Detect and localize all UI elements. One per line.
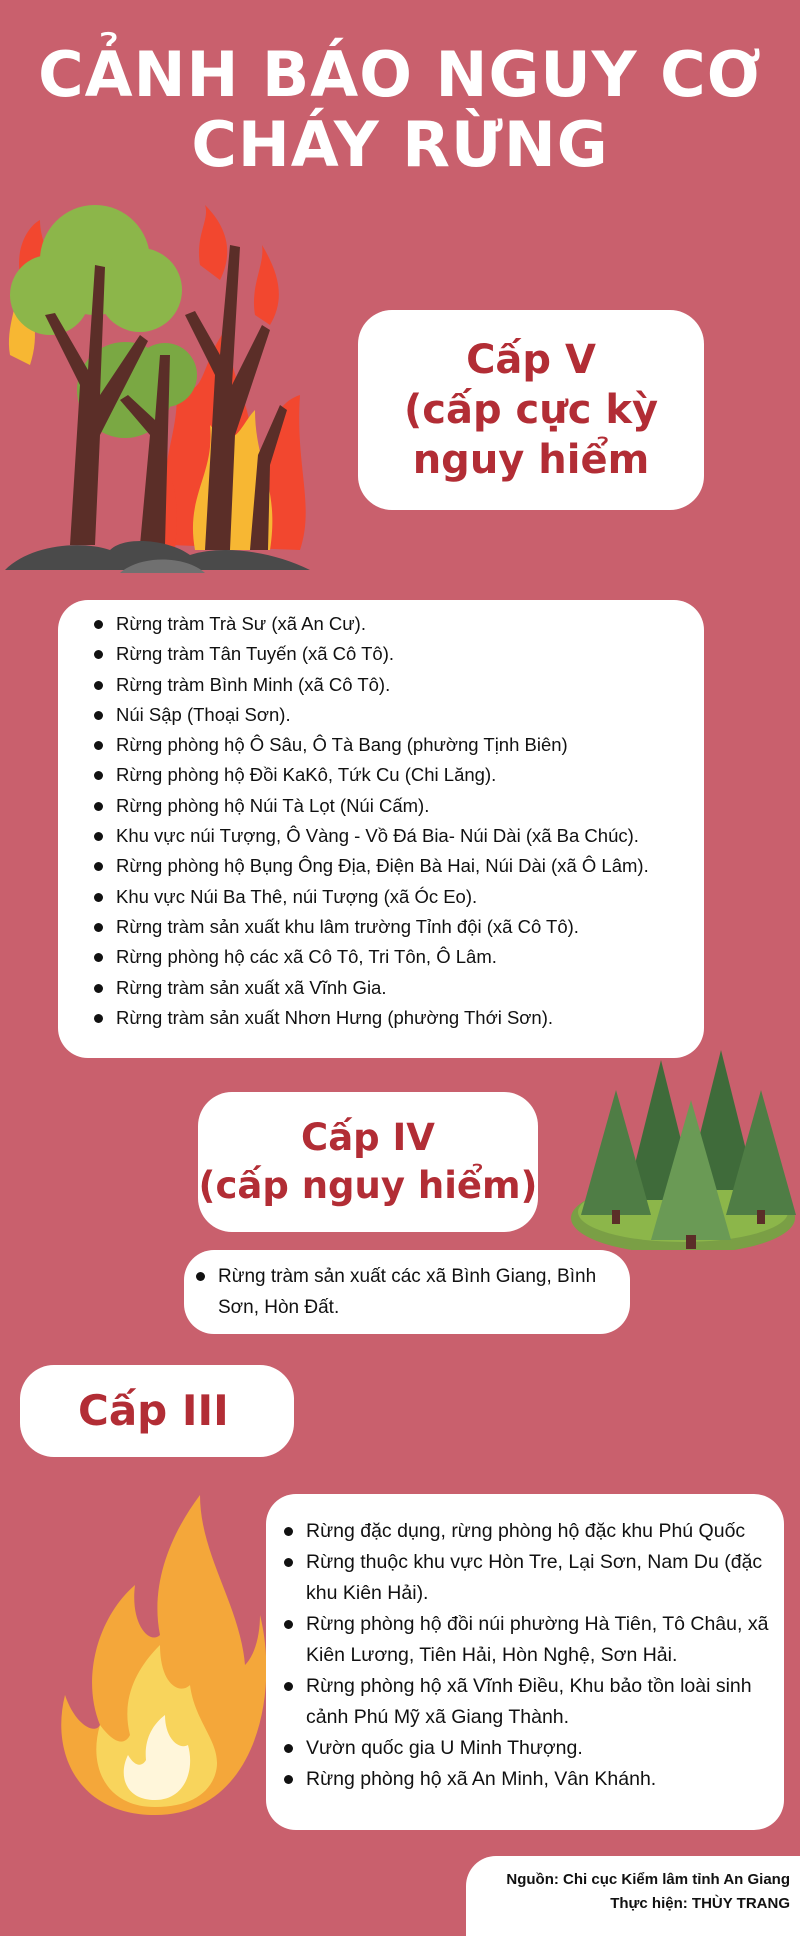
level-5-list [88, 609, 708, 1033]
level-4-heading-card [198, 1092, 538, 1232]
level-5-heading-line-2: (cấp cực kỳ [403, 387, 659, 433]
level-3-list [278, 1516, 778, 1795]
list-item: Khu vực núi Tượng, Ô Vàng - Vồ Đá Bia- Núi Dài (xã Ba Chúc). [88, 821, 708, 851]
list-item: Rừng phòng hộ Núi Tà Lọt (Núi Cấm). [88, 791, 708, 821]
list-item: Rừng thuộc khu vực Hòn Tre, Lại Sơn, Nam Du (đặc khu Kiên Hải). [278, 1547, 778, 1609]
flame-illustration [40, 1495, 270, 1820]
list-item: Khu vực Núi Ba Thê, núi Tượng (xã Óc Eo). [88, 882, 708, 912]
title-line-1: CẢNH BÁO NGUY CƠ [38, 38, 762, 111]
level-4-heading-line-1: Cấp IV [301, 1116, 435, 1159]
list-item: Rừng tràm sản xuất Nhơn Hưng (phường Thới Sơn). [88, 1003, 708, 1033]
list-item: Rừng phòng hộ đồi núi phường Hà Tiên, Tô Châu, xã Kiên Lương, Tiên Hải, Hòn Nghệ, Sơn Hải. [278, 1609, 778, 1671]
list-item: Rừng phòng hộ Bụng Ông Địa, Điện Bà Hai, Núi Dài (xã Ô Lâm). [88, 851, 708, 881]
level-5-heading-line-1: Cấp V [466, 337, 596, 383]
level-3-list-card [266, 1494, 784, 1830]
list-item: Rừng phòng hộ Ô Sâu, Ô Tà Bang (phường Tịnh Biên) [88, 730, 708, 760]
list-item: Núi Sập (Thoại Sơn). [88, 700, 708, 730]
level-3-heading: Cấp III [78, 1386, 229, 1435]
list-item: Vườn quốc gia U Minh Thượng. [278, 1733, 778, 1764]
level-5-heading-line-3: nguy hiểm [412, 437, 650, 483]
page-title [0, 40, 800, 180]
list-item: Rừng phòng hộ Đồi KaKô, Tứk Cu (Chi Lăng). [88, 760, 708, 790]
list-item: Rừng phòng hộ xã An Minh, Vân Khánh. [278, 1764, 778, 1795]
author-text: Thực hiện: THÙY TRANG [610, 1895, 790, 1912]
level-3-heading-card [20, 1365, 294, 1457]
pine-forest-illustration [566, 1050, 800, 1250]
level-4-list [190, 1261, 618, 1323]
level-4-list-card [184, 1250, 630, 1334]
list-item: Rừng tràm sản xuất xã Vĩnh Gia. [88, 973, 708, 1003]
source-text: Nguồn: Chi cục Kiểm lâm tỉnh An Giang [506, 1871, 790, 1888]
list-item: Rừng tràm Tân Tuyến (xã Cô Tô). [88, 639, 708, 669]
list-item: Rừng tràm sản xuất khu lâm trường Tỉnh đội (xã Cô Tô). [88, 912, 708, 942]
list-item: Rừng đặc dụng, rừng phòng hộ đặc khu Phú Quốc [278, 1516, 778, 1547]
list-item: Rừng tràm sản xuất các xã Bình Giang, Bình Sơn, Hòn Đất. [190, 1261, 618, 1323]
level-5-list-card [58, 600, 704, 1058]
burning-trees-illustration [0, 205, 320, 590]
title-line-2: CHÁY RỪNG [191, 108, 609, 181]
level-4-heading-line-2: (cấp nguy hiểm) [198, 1164, 538, 1207]
list-item: Rừng tràm Trà Sư (xã An Cư). [88, 609, 708, 639]
list-item: Rừng phòng hộ các xã Cô Tô, Tri Tôn, Ô Lâm. [88, 942, 708, 972]
list-item: Rừng phòng hộ xã Vĩnh Điều, Khu bảo tồn loài sinh cảnh Phú Mỹ xã Giang Thành. [278, 1671, 778, 1733]
credits [506, 1868, 790, 1916]
list-item: Rừng tràm Bình Minh (xã Cô Tô). [88, 670, 708, 700]
level-5-heading-card [358, 310, 704, 510]
